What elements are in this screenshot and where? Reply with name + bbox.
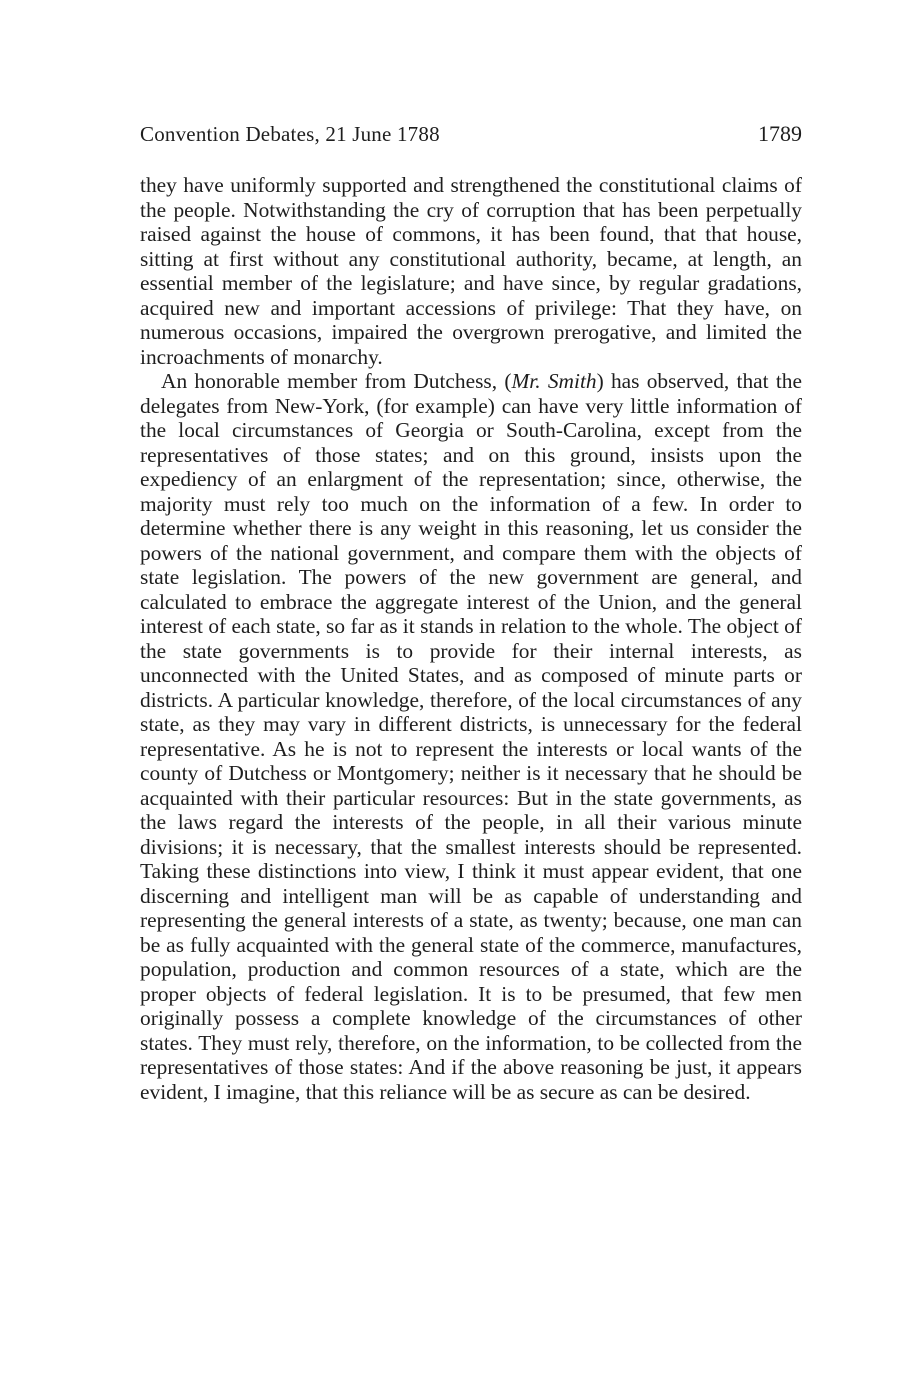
document-page [140, 120, 802, 1104]
paragraph-text-after: ) has observed, that the delegates from New-York, (for example) can have very little information of the local circumstances of Georgia or South-Carolina, except from the representatives of those states; and on this ground, insists upon the expediency of an enlargment of the representation; since, otherwise, the majority must rely too much on the information of a few. In order to determine whether there is any weight in this reasoning, let us consider the powers of the national government, and compare them with the objects of state legislation. The powers of the new government are general, and calculated to embrace the aggregate interest of the Union, and the general interest of each state, so far as it stands in relation to the whole. The object of the state governments is to provide for their internal interests, as unconnected with the United States, and as composed of minute parts or districts. A particular knowledge, therefore, of the local circumstances of any state, as they may vary in different districts, is unnecessary for the federal representative. As he is not to represent the interests or local wants of the county of Dutchess or Montgomery; neither is it necessary that he should be acquainted with their particular resources: But in the state governments, as the laws regard the interests of the people, in all their various minute divisions; it is necessary, that the smallest interests should be represented. Taking these distinctions into view, I think it must appear evident, that one discerning and intelligent man will be as capable of understanding and representing the general interests of a state, as twenty; because, one man can be as fully acquainted with the general state of the commerce, manufactures, population, production and common resources of a state, which are the proper objects of federal legislation. It is to be presumed, that few men originally possess a complete knowledge of the circumstances of other states. They must rely, therefore, on the information, to be collected from the representatives of those states: And if the above reasoning be just, it appears evident, I imagine, that this reliance will be as secure as can be desired. [140, 369, 802, 1104]
running-head [140, 120, 802, 154]
speaker-name-italic: Mr. Smith [511, 369, 597, 393]
paragraph-dutchess-member [140, 369, 802, 1104]
page-number: 1789 [758, 121, 802, 146]
paragraph-text-before: An honorable member from Dutchess, ( [161, 369, 512, 393]
running-head-title: Convention Debates, 21 June 1788 [140, 122, 440, 146]
body-text [140, 173, 802, 1104]
paragraph-continuation: they have uniformly supported and strengthened the constitutional claims of the people. Notwithstanding the cry of corruption that has been perpetually raised against the house of commons, it has been found, that that house, sitting at first without any constitutional authority, became, at length, an essential member of the legislature; and have since, by regular gradations, acquired new and important accessions of privilege: That they have, on numerous occasions, impaired the overgrown prerogative, and limited the incroachments of monarchy. [140, 173, 802, 369]
